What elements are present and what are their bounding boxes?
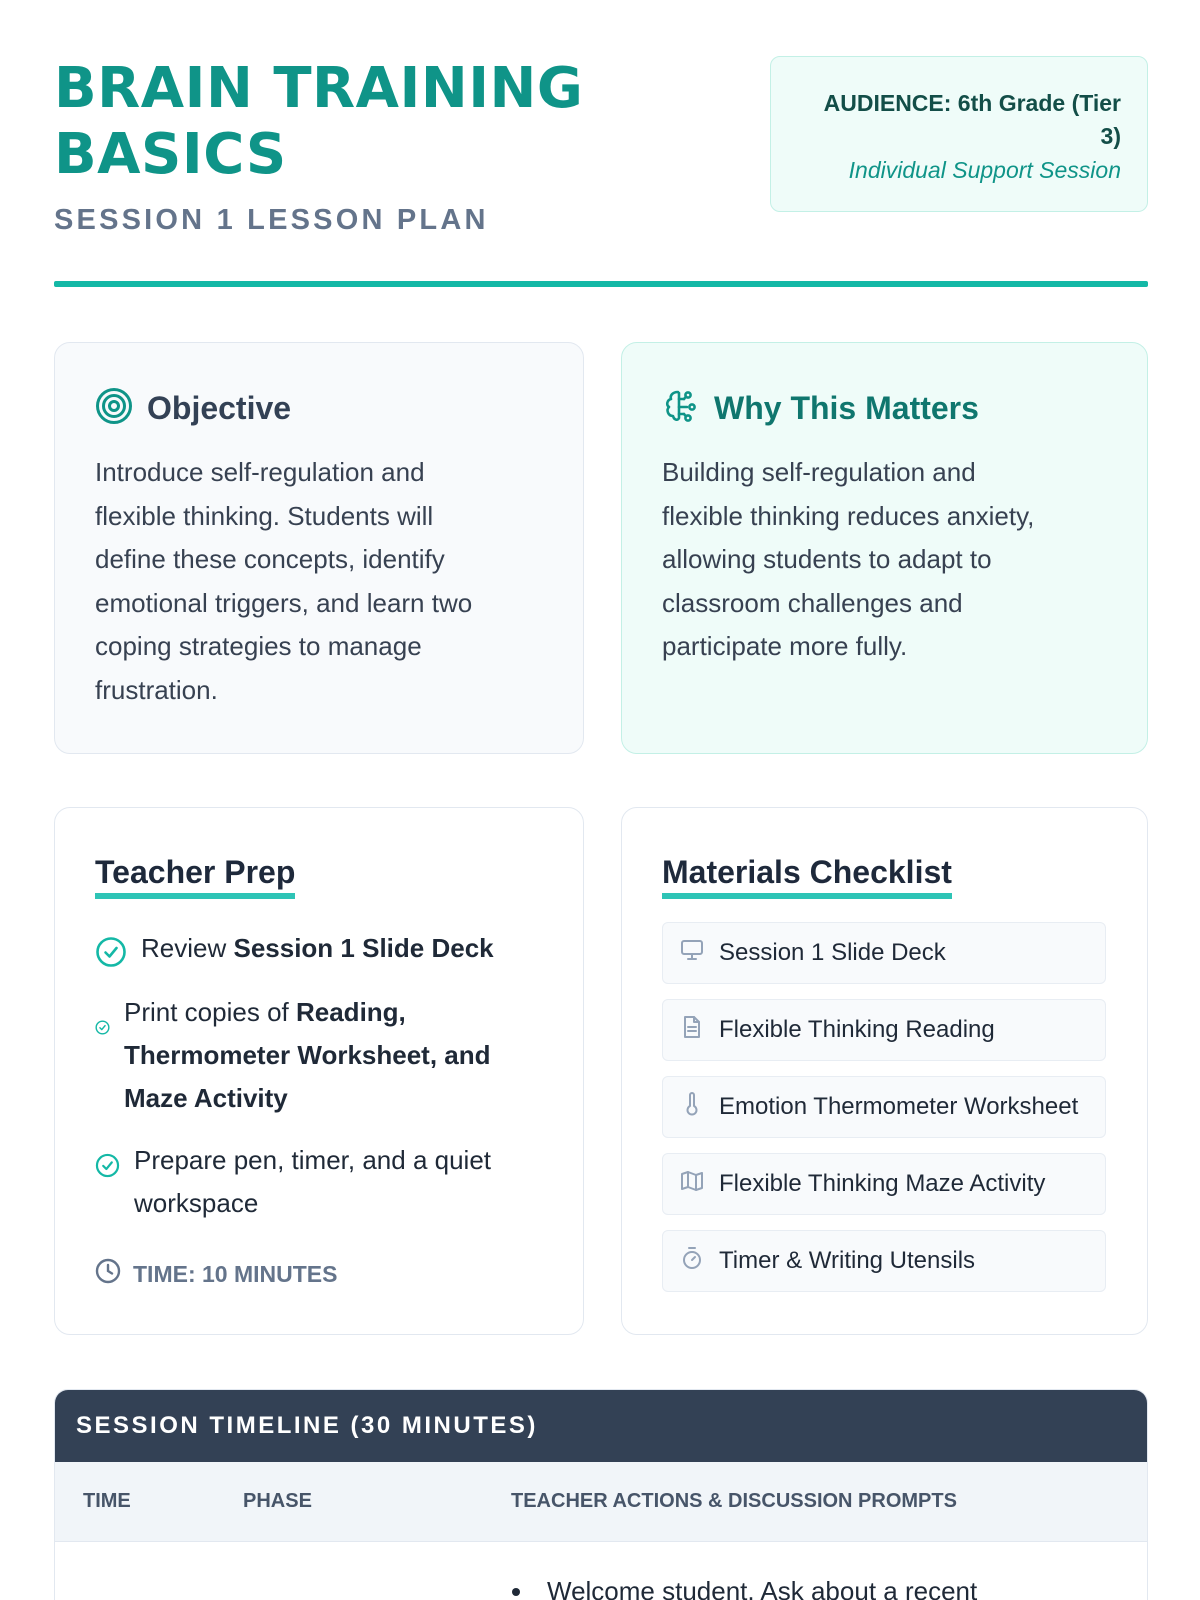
- material-label: Timer & Writing Utensils: [719, 1247, 976, 1274]
- table-row: [55, 1542, 1147, 1600]
- materials-title: Materials Checklist: [662, 854, 952, 899]
- objective-card: [54, 342, 584, 754]
- material-label: Flexible Thinking Maze Activity: [719, 1170, 1046, 1197]
- why-text: [662, 451, 1107, 669]
- prep-item-print: [95, 991, 491, 1120]
- brain-icon: [662, 387, 700, 430]
- why-line: Building self-regulation and: [662, 457, 976, 487]
- material-item: [662, 922, 1106, 984]
- audience-label-line-2: 3): [1100, 123, 1121, 149]
- teacher-prep-title: Teacher Prep: [95, 854, 295, 899]
- document-icon: [679, 1014, 705, 1047]
- check-circle-icon: [95, 1005, 110, 1048]
- timeline-title: SESSION TIMELINE (30 MINUTES): [55, 1390, 1147, 1462]
- title-line-1: BRAIN TRAINING: [54, 56, 584, 121]
- why-line: participate more fully.: [662, 631, 908, 661]
- timeline-column-headers: [55, 1462, 1147, 1542]
- objective-line: frustration.: [95, 674, 218, 705]
- column-header-phase: PHASE: [243, 1490, 312, 1512]
- teacher-action-item: • Welcome student. Ask about a recent: [512, 1576, 977, 1600]
- teacher-prep-card: [54, 807, 584, 1335]
- material-label: Flexible Thinking Reading: [719, 1016, 995, 1043]
- materials-card: [621, 807, 1148, 1335]
- audience-session-type: Individual Support Session: [848, 157, 1121, 183]
- page-header: [54, 56, 1148, 286]
- why-line: classroom challenges and: [662, 587, 963, 618]
- thermometer-icon: [679, 1091, 705, 1124]
- prep-time: [95, 1258, 337, 1290]
- header-divider: [54, 281, 1148, 287]
- material-label: Emotion Thermometer Worksheet: [719, 1093, 1079, 1120]
- column-header-actions: TEACHER ACTIONS & DISCUSSION PROMPTS: [511, 1490, 957, 1512]
- prep-item-print-text: Print copies of Reading, Thermometer Worksheet, and Maze Activity: [124, 997, 491, 1113]
- prep-item-prepare-text: Prepare pen, timer, and a quiet workspace: [134, 1145, 492, 1218]
- objective-title: Objective: [147, 390, 292, 426]
- objective-line: define these concepts, identify: [95, 544, 445, 574]
- page-title: [54, 56, 674, 188]
- prep-item-prepare: [95, 1139, 491, 1225]
- page-subtitle: SESSION 1 LESSON PLAN: [54, 204, 489, 236]
- stopwatch-icon: [679, 1245, 705, 1278]
- material-label: Session 1 Slide Deck: [719, 939, 946, 966]
- prep-time-label: TIME: 10 MINUTES: [133, 1260, 338, 1287]
- objective-header: [95, 387, 291, 430]
- material-item: [662, 1076, 1106, 1138]
- why-title: Why This Matters: [714, 390, 979, 426]
- material-item: [662, 1153, 1106, 1215]
- title-line-2: BASICS: [54, 122, 287, 187]
- check-circle-icon: [95, 936, 127, 981]
- clock-icon: [95, 1258, 121, 1290]
- objective-text: [95, 451, 543, 712]
- session-timeline: [54, 1389, 1148, 1600]
- column-header-time: TIME: [83, 1490, 131, 1512]
- objective-line: emotional triggers, and learn two: [95, 587, 473, 618]
- why-line: flexible thinking reduces anxiety,: [662, 500, 1035, 531]
- objective-line: Introduce self-regulation and: [95, 457, 425, 487]
- objective-line: coping strategies to manage: [95, 631, 422, 661]
- why-header: [662, 387, 979, 430]
- objective-line: flexible thinking. Students will: [95, 500, 434, 531]
- target-icon: [95, 387, 133, 430]
- audience-box: [770, 56, 1148, 212]
- why-card: [621, 342, 1148, 754]
- prep-item-review: [95, 927, 494, 981]
- map-icon: [679, 1168, 705, 1201]
- material-item: [662, 1230, 1106, 1292]
- audience-label-line-1: AUDIENCE: 6th Grade (Tier: [823, 90, 1121, 116]
- why-line: allowing students to adapt to: [662, 544, 992, 574]
- material-item: [662, 999, 1106, 1061]
- check-circle-icon: [95, 1148, 120, 1191]
- prep-item-review-text: Review Session 1 Slide Deck: [141, 933, 494, 963]
- monitor-icon: [679, 937, 705, 970]
